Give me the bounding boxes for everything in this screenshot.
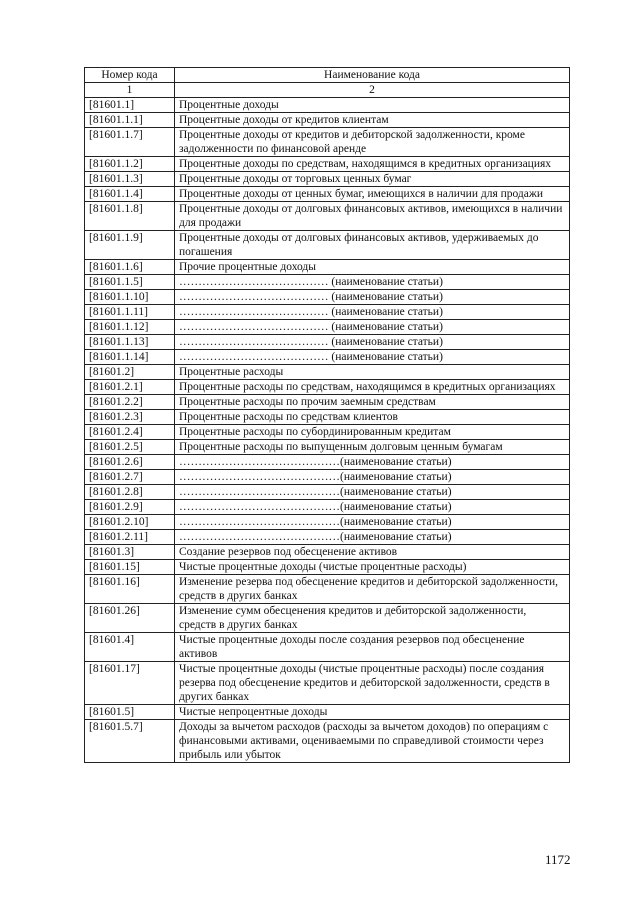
table-row — [85, 470, 570, 485]
table-row — [85, 395, 570, 410]
table-row — [85, 260, 570, 275]
row-name: Процентные доходы от долговых финансовых активов, имеющихся в наличии для продажи — [175, 202, 570, 231]
row-name: Процентные доходы по средствам, находящимся в кредитных организациях — [175, 157, 570, 172]
row-code: [81601.2.8] — [85, 485, 175, 500]
row-code: [81601.5.7] — [85, 720, 175, 763]
row-code: [81601.1.12] — [85, 320, 175, 335]
table-row — [85, 662, 570, 705]
row-name: Чистые непроцентные доходы — [175, 705, 570, 720]
row-name: Чистые процентные доходы (чистые процентные расходы) после создания резерва под обесценение кредитов и дебиторской задолженности, средств в других банках — [175, 662, 570, 705]
row-name: Процентные расходы по выпущенным долговым ценным бумагам — [175, 440, 570, 455]
row-code: [81601.1.9] — [85, 231, 175, 260]
row-name: Чистые процентные доходы (чистые процентные расходы) — [175, 560, 570, 575]
row-name: Процентные доходы от долговых финансовых активов, удерживаемых до погашения — [175, 231, 570, 260]
table-row — [85, 515, 570, 530]
row-code: [81601.4] — [85, 633, 175, 662]
row-name: Процентные расходы — [175, 365, 570, 380]
table-row — [85, 98, 570, 113]
row-code: [81601.1.8] — [85, 202, 175, 231]
table-row — [85, 380, 570, 395]
row-name: Процентные доходы — [175, 98, 570, 113]
row-name: Процентные расходы по субординированным кредитам — [175, 425, 570, 440]
row-name: ………………………………… (наименование статьи) — [175, 305, 570, 320]
row-name: Изменение сумм обесценения кредитов и дебиторской задолженности, средств в других банках — [175, 604, 570, 633]
row-name: Процентные расходы по средствам, находящимся в кредитных организациях — [175, 380, 570, 395]
row-name: ………………………………… (наименование статьи) — [175, 290, 570, 305]
row-code: [81601.1] — [85, 98, 175, 113]
table-row — [85, 705, 570, 720]
row-code: [81601.1.14] — [85, 350, 175, 365]
row-code: [81601.1.3] — [85, 172, 175, 187]
table-row — [85, 440, 570, 455]
row-name: ……………………………………(наименование статьи) — [175, 500, 570, 515]
row-name: Процентные доходы от кредитов клиентам — [175, 113, 570, 128]
row-code: [81601.2.5] — [85, 440, 175, 455]
row-code: [81601.17] — [85, 662, 175, 705]
row-code: [81601.2.11] — [85, 530, 175, 545]
table-row — [85, 485, 570, 500]
row-code: [81601.1.11] — [85, 305, 175, 320]
row-code: [81601.2.7] — [85, 470, 175, 485]
header-code: Номер кода — [85, 68, 175, 83]
table-row — [85, 187, 570, 202]
row-name: ……………………………………(наименование статьи) — [175, 455, 570, 470]
row-code: [81601.1.10] — [85, 290, 175, 305]
row-name: Процентные расходы по прочим заемным средствам — [175, 395, 570, 410]
row-code: [81601.1.6] — [85, 260, 175, 275]
row-code: [81601.5] — [85, 705, 175, 720]
table-row — [85, 157, 570, 172]
row-name: Процентные доходы от торговых ценных бумаг — [175, 172, 570, 187]
column-number-1: 1 — [85, 83, 175, 98]
table-row — [85, 410, 570, 425]
row-name: ……………………………………(наименование статьи) — [175, 530, 570, 545]
table-row — [85, 720, 570, 763]
row-code: [81601.3] — [85, 545, 175, 560]
row-code: [81601.1.2] — [85, 157, 175, 172]
row-name: ……………………………………(наименование статьи) — [175, 470, 570, 485]
row-code: [81601.1.7] — [85, 128, 175, 157]
table-row — [85, 500, 570, 515]
table-row — [85, 633, 570, 662]
table-row — [85, 365, 570, 380]
row-name: ……………………………………(наименование статьи) — [175, 485, 570, 500]
table-row — [85, 575, 570, 604]
column-number-2: 2 — [175, 83, 570, 98]
row-name: Доходы за вычетом расходов (расходы за вычетом доходов) по операциям с финансовыми активами, оцениваемыми по справедливой стоимости через прибыль или убыток — [175, 720, 570, 763]
codes-table — [84, 67, 570, 763]
table-row — [85, 275, 570, 290]
row-name: ………………………………… (наименование статьи) — [175, 320, 570, 335]
page-number: 1172 — [545, 852, 571, 867]
table-row — [85, 231, 570, 260]
table-header — [85, 68, 570, 98]
table-row — [85, 202, 570, 231]
table-row — [85, 560, 570, 575]
row-code: [81601.2] — [85, 365, 175, 380]
row-name: ……………………………………(наименование статьи) — [175, 515, 570, 530]
table-row — [85, 290, 570, 305]
table-row — [85, 113, 570, 128]
row-code: [81601.2.10] — [85, 515, 175, 530]
header-name: Наименование кода — [175, 68, 570, 83]
header-row — [85, 68, 570, 83]
table-row — [85, 335, 570, 350]
row-code: [81601.1.1] — [85, 113, 175, 128]
row-name: ………………………………… (наименование статьи) — [175, 335, 570, 350]
table-row — [85, 425, 570, 440]
table-row — [85, 320, 570, 335]
row-name: Изменение резерва под обесценение кредитов и дебиторской задолженности, средств в других банках — [175, 575, 570, 604]
table-row — [85, 172, 570, 187]
row-code: [81601.2.9] — [85, 500, 175, 515]
row-name: Процентные доходы от кредитов и дебиторской задолженности, кроме задолженности по финансовой аренде — [175, 128, 570, 157]
row-name: Процентные расходы по средствам клиентов — [175, 410, 570, 425]
row-code: [81601.1.4] — [85, 187, 175, 202]
row-code: [81601.2.6] — [85, 455, 175, 470]
row-name: Чистые процентные доходы после создания резервов под обесценение активов — [175, 633, 570, 662]
table-row — [85, 350, 570, 365]
table-body — [85, 98, 570, 763]
row-name: Создание резервов под обесценение активов — [175, 545, 570, 560]
table-row — [85, 545, 570, 560]
row-code: [81601.2.4] — [85, 425, 175, 440]
column-number-row — [85, 83, 570, 98]
table-row — [85, 128, 570, 157]
row-name: ………………………………… (наименование статьи) — [175, 275, 570, 290]
row-code: [81601.2.3] — [85, 410, 175, 425]
table-row — [85, 530, 570, 545]
table-row — [85, 305, 570, 320]
row-code: [81601.1.13] — [85, 335, 175, 350]
row-code: [81601.15] — [85, 560, 175, 575]
table-row — [85, 604, 570, 633]
table-row — [85, 455, 570, 470]
row-name: Прочие процентные доходы — [175, 260, 570, 275]
row-code: [81601.16] — [85, 575, 175, 604]
row-name: Процентные доходы от ценных бумаг, имеющихся в наличии для продажи — [175, 187, 570, 202]
row-name: ………………………………… (наименование статьи) — [175, 350, 570, 365]
row-code: [81601.2.2] — [85, 395, 175, 410]
row-code: [81601.26] — [85, 604, 175, 633]
row-code: [81601.2.1] — [85, 380, 175, 395]
row-code: [81601.1.5] — [85, 275, 175, 290]
